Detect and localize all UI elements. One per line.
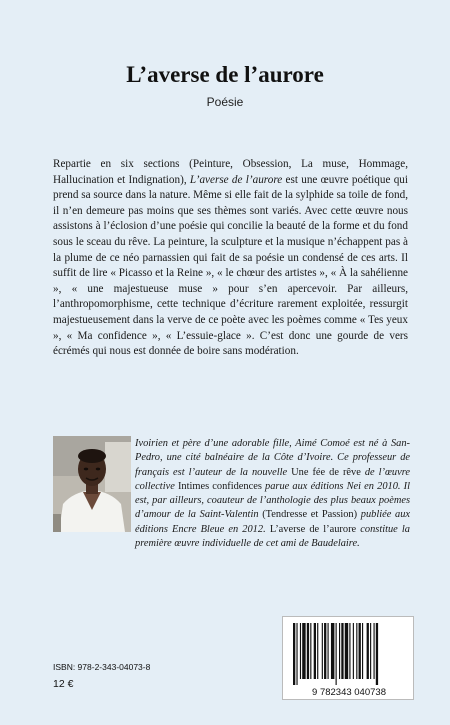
barcode-bar [349,623,350,679]
barcode-bar [307,623,309,679]
barcode-bar [302,623,305,679]
book-title: L’averse de l’aurore [126,62,324,87]
author-photo-image [53,436,131,532]
barcode-bar [359,623,361,679]
bio-work-1: Une fée de rêve [291,466,361,478]
barcode-image [283,617,415,701]
barcode-bar [353,623,354,679]
barcode-bar [324,623,326,679]
barcode-number: 9 782343 040738 [312,687,386,698]
barcode-bar [367,623,369,679]
bio-part-5: constitue la première œuvre individuelle de cet ami de Baudelaire. [135,523,411,550]
barcode-bar [310,623,311,679]
blurb-book-title: L’averse de l’aurore [189,173,283,186]
barcode-bar [331,623,334,679]
barcode-bar [322,623,323,679]
bio-work-3: (Tendresse et Passion) [262,509,358,521]
blurb-text [53,157,408,360]
barcode-bar [374,623,375,679]
price-label: 12 € [53,678,74,690]
barcode-bar [341,623,343,679]
bio-work-4: L’averse de l’aurore [269,523,357,535]
barcode-bar [356,623,357,679]
blurb-part-2: est une œuvre poétique qui prend sa source dans la nature. Même si elle fait de la sylphide sa toile de fond, il n’en demeure pas moins que ses thèmes sont variés. Avec cette œuvre nous assistons à l’éclosion d’une poésie qui concilie la beauté de la forme et du fond sous le sceau du rêve. La peinture, la sculpture et la musique n’échappent pas à la plume de ce néo parnassien qui fait de sa poésie un condensé de ces arts. Il suffit de lire « Picasso et la Reine », « le chœur des artistes », « À la sahélienne », « une majestueuse muse » pour s’en apercevoir. Par ailleurs, l’anthropomorphisme, cette technique d’écriture rarement exploitée, ressurgit majestueusement dans la verve de ce poète avec les poèmes comme « Tes yeux », « Ma confidence », « L’essuie-glace ». C’est donc une gourde de vers écrémés qui nous est donnée de boire sans modération. [53,173,408,358]
barcode [282,616,414,700]
barcode-bar [328,623,329,679]
bio-part-2: de l’œuvre collective [135,466,411,492]
barcode-bar [314,623,316,679]
barcode-bar [345,623,348,679]
author-photo [53,436,131,532]
bio-work-2: Intimes confidences [177,480,262,492]
barcode-bar [300,623,301,679]
barcode-bar [376,623,378,685]
barcode-bar [317,623,318,679]
bio-part-4: publiée aux éditions Encre Bleue en 2012. [135,509,410,535]
bio-part-3: parue aux éditions Nei en 2010. Il est, par ailleurs, coauteur de l’anthologie des plus beaux poèmes d’amour de la Saint-Valentin [135,480,410,521]
barcode-bar [362,623,363,679]
bio-part-1: Ivoirien et père d’une adorable fille, Aimé Comoé est né à San-Pedro, une cité balnéaire de la Côte d’Ivoire. Ce professeur de français est l’auteur de la nouvelle [135,438,410,478]
barcode-bar [336,623,337,685]
book-genre: Poésie [206,95,244,109]
blurb-part-1: Repartie en six sections (Peinture, Obsession, La muse, Hommage, Hallucination et Indignation), [53,158,408,186]
barcode-bar [296,623,297,685]
barcode-bar [293,623,295,685]
barcode-bar [370,623,371,679]
isbn-label: ISBN: 978-2-343-04073-8 [53,662,151,672]
author-bio [135,437,410,551]
barcode-bar [339,623,340,679]
